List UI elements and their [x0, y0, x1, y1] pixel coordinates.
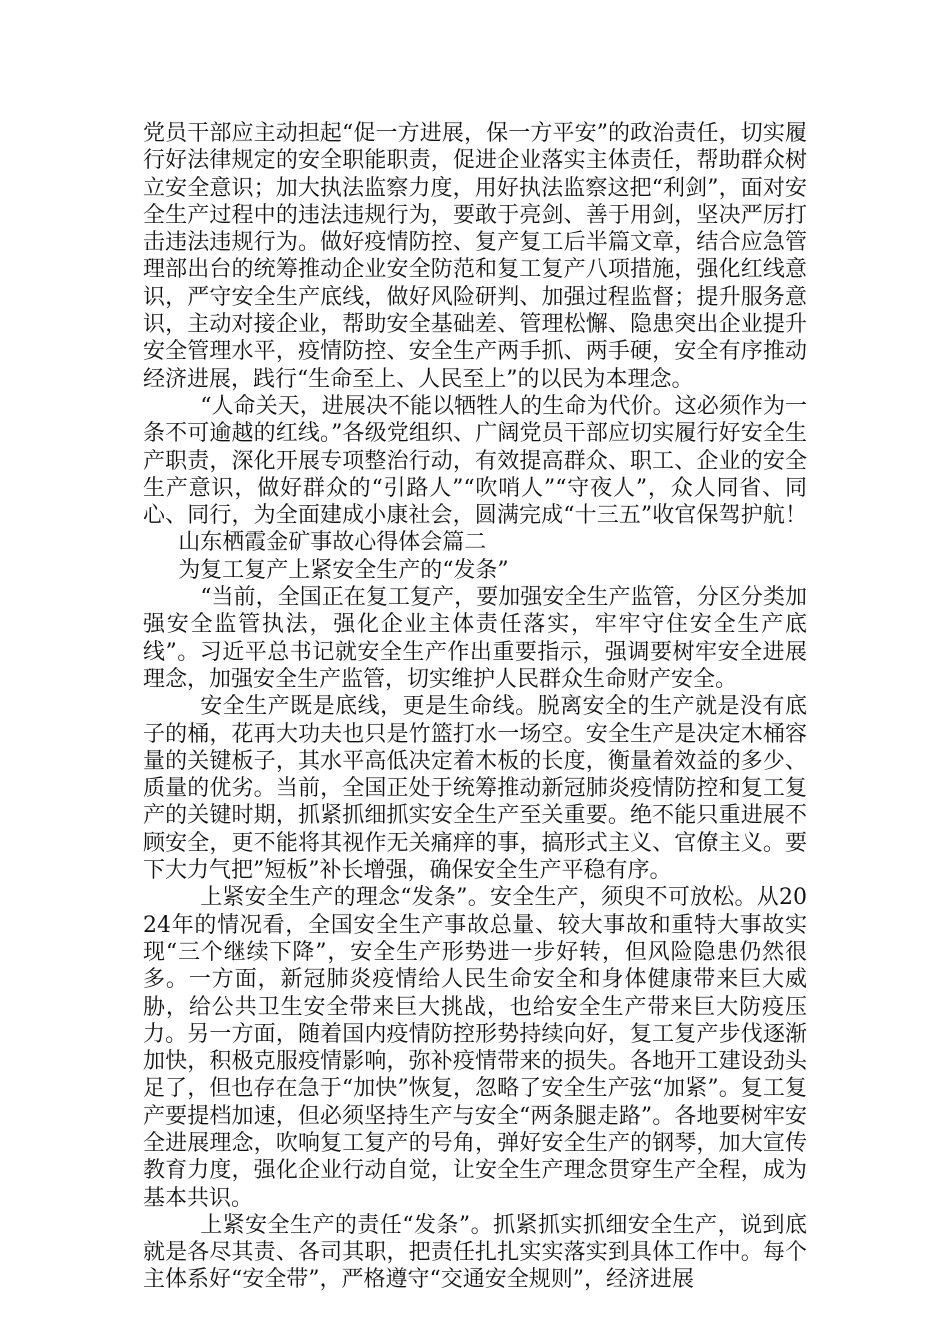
body-paragraph-2: 安全生产既是底线，更是生命线。脱离安全的生产就是没有底子的桶，花再大功夫也只是竹篮打水一场空。安全生产是决定木桶容量的关键板子，其水平高低决定着木板的长度，衡量着效益的多少、质量的优劣。当前，全国正处于统筹推动新冠肺炎疫情防控和复工复产的关键时期，抓紧抓细抓实安全生产至关重要。绝不能只重进展不顾安全，更不能将其视作无关痛痒的事，搞形式主义、官僚主义。要下大力气把”短板”补长增强，确保安全生产平稳有序。: [143, 694, 807, 884]
paragraph-1: 党员干部应主动担起“促一方进展，保一方平安”的政治责任，切实履行好法律规定的安全职能职责，促进企业落实主体责任，帮助群众树立安全意识；加大执法监察力度，用好执法监察这把“利剑”，面对安全生产过程中的违法违规行为，要敢于亮剑、善于用剑，坚决严厉打击违法违规行为。做好疫情防控、复产复工后半篇文章，结合应急管理部出台的统筹推动企业安全防范和复工复产八项措施，强化红线意识，严守安全生产底线，做好风险研判、加强过程监督；提升服务意识，主动对接企业，帮助安全基础差、管理松懈、隐患突出企业提升安全管理水平，疫情防控、安全生产两手抓、两手硬，安全有序推动经济进展，践行“生命至上、人民至上”的以民为本理念。: [143, 121, 807, 392]
paragraph-2-text: “人命关天，进展决不能以牺牲人的生命为代价。这必须作为一条不可逾越的红线。”各级党组织、广阔党员干部应切实履行好安全生产职责，深化开展专项整治行动，有效提高群众、职工、企业的安全生产意识，做好群众的“引路人”“吹哨人”“守夜人”，众人同省、同心、同行，为全面建成小康社会，圆满完成“十三五”收官保驾护航！: [143, 393, 807, 529]
section-title: 山东栖霞金矿事故心得体会篇二: [178, 530, 487, 556]
paragraph-2: [143, 393, 807, 557]
body-paragraph-1: “当前，全国正在复工复产，要加强安全生产监管，分区分类加强安全监管执法，强化企业主体责任落实，牢牢守住安全生产底线”。习近平总书记就安全生产作出重要指示，强调要树牢安全进展理念，加强安全生产监管，切实维护人民群众生命财产安全。: [143, 585, 807, 692]
subtitle: 为复工复产上紧安全生产的“发条”: [178, 557, 509, 583]
body-paragraph-4: 上紧安全生产的责任“发条”。抓紧抓实抓细安全生产，说到底就是各尽其责、各司其职，把责任扎扎实实落实到具体工作中。每个主体系好“安全带”，严格遵守“交通安全规则”，经济进展: [143, 1212, 807, 1293]
document-page: [143, 120, 807, 1294]
body-paragraph-3: 上紧安全生产的理念“发条”。安全生产，须臾不可放松。从2024年的情况看，全国安全生产事故总量、较大事故和重特大事故实现“三个继续下降”，安全生产形势进一步好转，但风险隐患仍然很多。一方面，新冠肺炎疫情给人民生命安全和身体健康带来巨大威胁，给公共卫生安全带来巨大挑战，也给安全生产带来巨大防疫压力。另一方面，随着国内疫情防控形势持续向好，复工复产步伐逐渐加快，积极克服疫情影响，弥补疫情带来的损失。各地开工建设劲头足了，但也存在急于“加快”恢复，忽略了安全生产弦“加紧”。复工复产要提档加速，但必须坚持生产与安全“两条腿走路”。各地要树牢安全进展理念，吹响复工复产的号角，弹好安全生产的钢琴，加大宣传教育力度，强化企业行动自觉，让安全生产理念贯穿生产全程，成为基本共识。: [143, 885, 807, 1211]
